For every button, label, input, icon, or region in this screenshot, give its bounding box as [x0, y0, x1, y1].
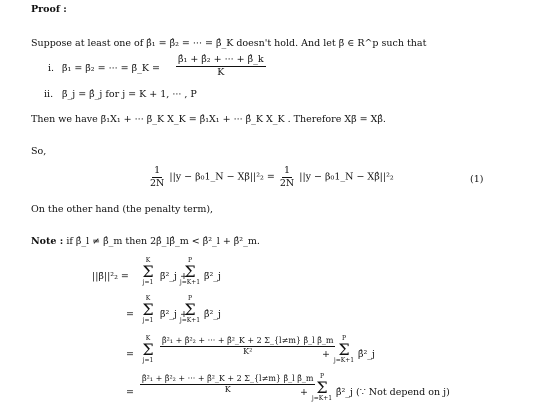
item-ii-label: ii.	[44, 89, 54, 100]
sum-upper: K	[145, 335, 151, 342]
sum-symbol: Σ	[338, 340, 350, 359]
sum-symbol: Σ	[184, 300, 196, 319]
derivation-r1-b: β̃²_j	[204, 271, 221, 282]
derivation-r3-plus: +	[322, 349, 330, 360]
sum-upper: P	[187, 257, 193, 264]
derivation-r2-b: β̂²_j	[204, 309, 221, 320]
sum-r1-b	[178, 258, 202, 286]
derivation-r2-a: β̃²_j +	[160, 309, 188, 320]
sum-r1-a	[136, 258, 160, 286]
note-line	[31, 236, 260, 247]
intro-sentence: Suppose at least one of β̂₁ = β̂₂ = ··· = β̂_K doesn't hold. And let β̃ ∈ R^p such that	[31, 38, 427, 49]
derivation-r4-fraction	[140, 375, 315, 394]
sum-symbol: Σ	[184, 262, 196, 281]
derivation-r1-a: β̃²_j +	[160, 271, 188, 282]
item-ii-text: β̃_j = β̂_j for j = K + 1, ··· , P	[62, 89, 197, 100]
sum-r2-b	[178, 296, 202, 324]
note-text: if β̂_l ≠ β̂_m then 2β̂_lβ̂_m < β̂²_l + β̂²_m.	[66, 236, 260, 247]
item-i-denominator: K	[217, 66, 225, 78]
eq1-numerator: 1	[154, 165, 161, 176]
sum-symbol: Σ	[316, 378, 328, 397]
eq1-denominator: 2N	[150, 177, 165, 189]
sum-lower: j=1	[142, 357, 154, 364]
sum-lower: j=1	[142, 279, 154, 286]
derivation-r4-tail: β̂²_j (∵ Not depend on j)	[336, 387, 450, 398]
derivation-r3-eq: =	[126, 349, 134, 360]
r3-denominator: K²	[243, 347, 253, 356]
eq1-left: ||y − β₀1_N − Xβ̃||²₂ =	[169, 171, 275, 183]
sum-r3-a	[136, 336, 160, 364]
item-i-fraction	[176, 55, 266, 77]
equation-number: (1)	[470, 174, 484, 185]
eq1-numerator-right: 1	[284, 165, 291, 176]
derivation-r2-eq: =	[126, 309, 134, 320]
then-line: Then we have β̃₁X₁ + ··· β̃_K X_K = β̂₁X₁ + ··· β̂_K X_K . Therefore Xβ̃ = Xβ̂.	[31, 114, 386, 125]
eq1-right: ||y − β₀1_N − Xβ̂||²₂	[299, 171, 394, 183]
sum-lower: j=K+1	[333, 357, 355, 364]
sum-upper: P	[319, 373, 325, 380]
r4-denominator: K	[224, 385, 231, 394]
r4-numerator: β̂²₁ + β̂²₂ + ··· + β̂²_K + 2 Σ_{l≠m} β̂_l β̂_m	[142, 374, 314, 383]
sum-upper: P	[187, 295, 193, 302]
sum-lower: j=K+1	[179, 317, 201, 324]
sum-lower: j=K+1	[179, 279, 201, 286]
r3-numerator: β̂²₁ + β̂²₂ + ··· + β̂²_K + 2 Σ_{l≠m} β̂_l β̂_m	[162, 336, 334, 345]
sum-lower: j=K+1	[311, 395, 333, 402]
derivation-lhs: ||β̃||²₂ =	[92, 271, 129, 282]
other-hand-line: On the other hand (the penalty term),	[31, 204, 214, 215]
sum-upper: P	[341, 335, 347, 342]
item-i-label: i.	[48, 63, 55, 74]
equation-1	[150, 166, 394, 188]
derivation-r4-plus: +	[300, 387, 308, 398]
sum-r4-b	[310, 374, 334, 402]
sum-r3-b	[332, 336, 356, 364]
sum-symbol: Σ	[142, 300, 154, 319]
note-label: Note :	[31, 236, 64, 247]
sum-lower: j=1	[142, 317, 154, 324]
sum-upper: K	[145, 257, 151, 264]
derivation-r4-eq: =	[126, 387, 134, 398]
item-i-numerator: β̂₁ + β̂₂ + ··· + β̂_k	[178, 54, 264, 65]
proof-heading: Proof :	[31, 4, 67, 15]
sum-symbol: Σ	[142, 340, 154, 359]
derivation-r3-fraction	[160, 337, 335, 356]
sum-r2-a	[136, 296, 160, 324]
sum-symbol: Σ	[142, 262, 154, 281]
eq1-denominator-right: 2N	[279, 177, 295, 189]
derivation-r3-tail: β̂²_j	[358, 349, 375, 360]
sum-upper: K	[145, 295, 151, 302]
item-i-lhs: β̃₁ = β̃₂ = ··· = β̃_K =	[62, 63, 160, 74]
so-label: So,	[31, 146, 47, 157]
